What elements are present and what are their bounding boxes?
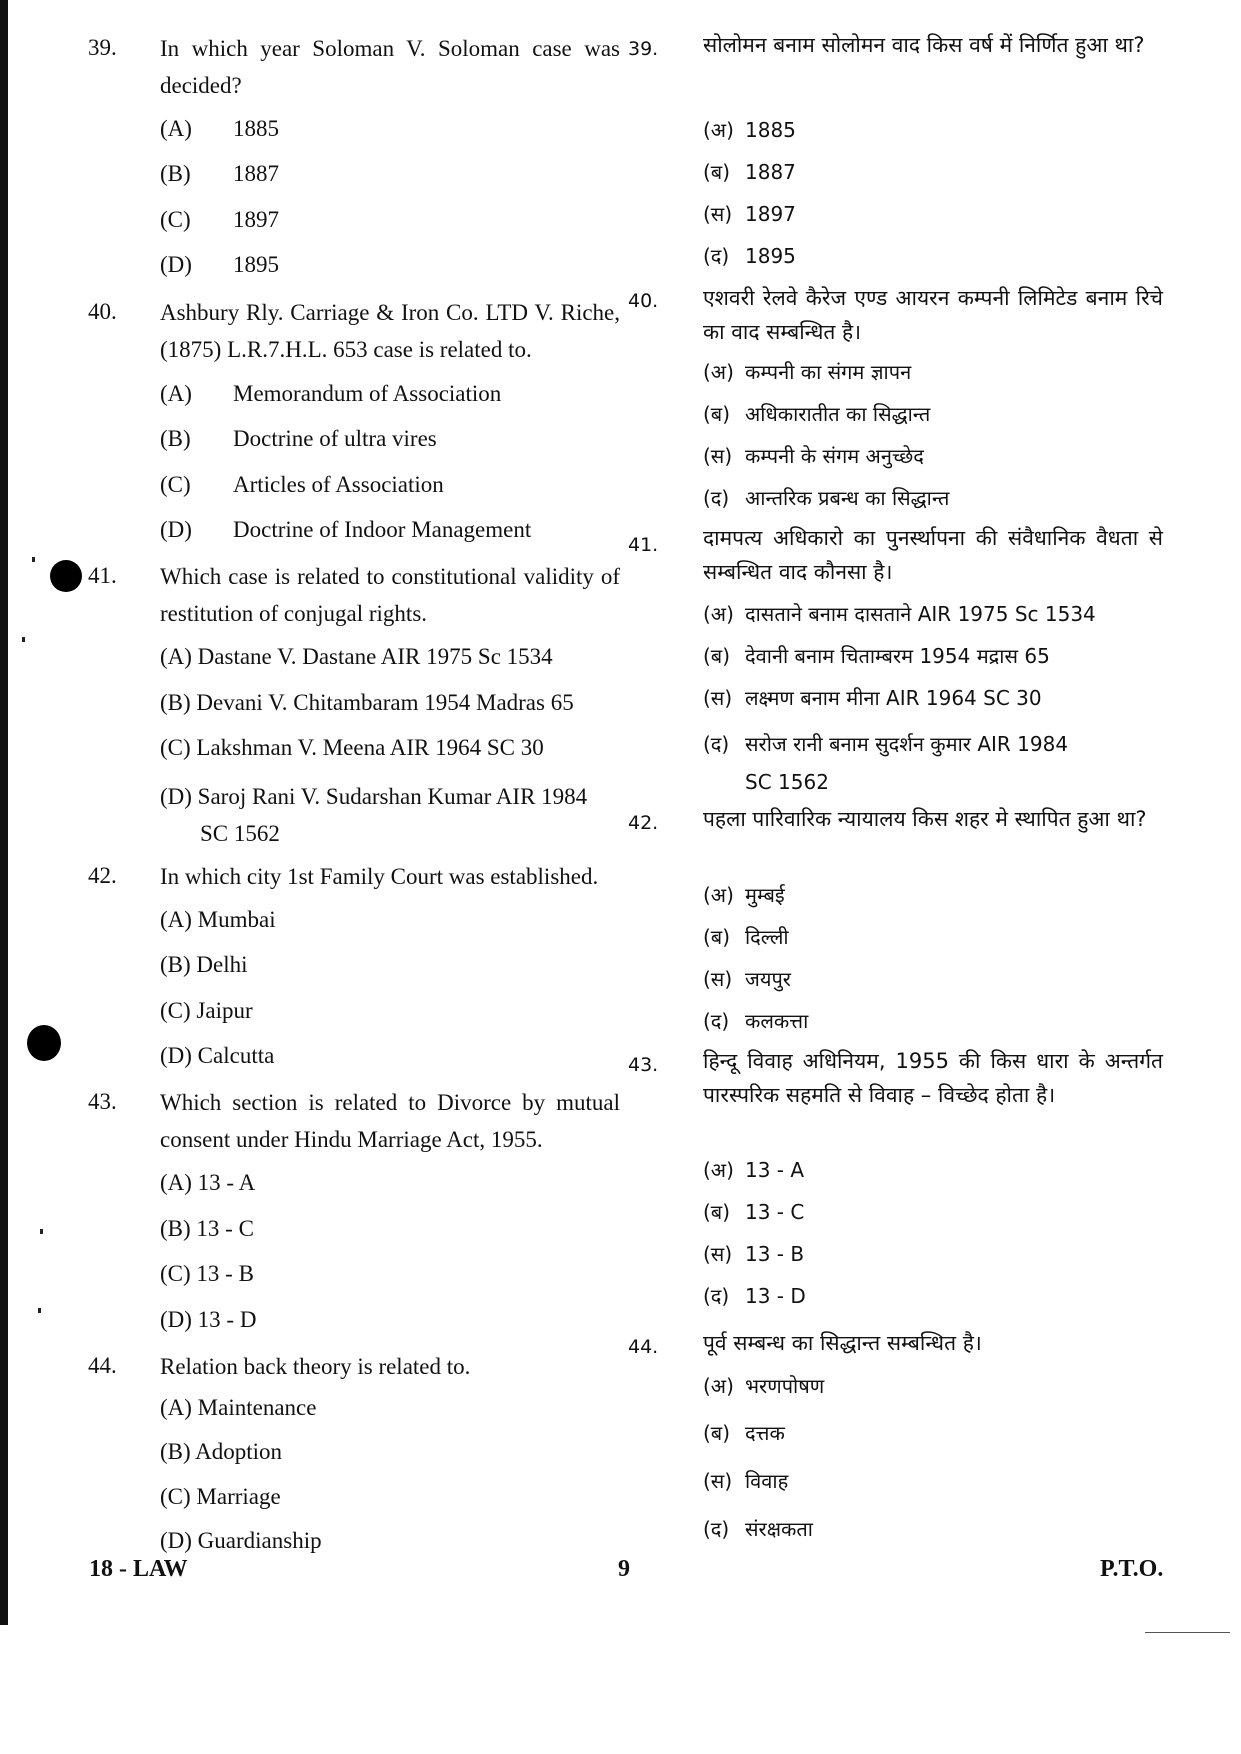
h43-option-a: (अ) 13 - A [703, 1158, 805, 1182]
q41-option-b: (B) Devani V. Chitambaram 1954 Madras 65 [160, 690, 574, 715]
h42-option-b: (ब) दिल्ली [703, 925, 789, 949]
h40-number: 40. [628, 290, 659, 312]
q44-option-d: (D) Guardianship [160, 1528, 322, 1553]
speck [22, 637, 25, 642]
q39-number: 39. [88, 35, 117, 60]
q44-option-b: (B) Adoption [160, 1439, 283, 1464]
q42-text: In which city 1st Family Court was established. [160, 864, 599, 889]
q39-option-a: (A) 1885 [160, 116, 279, 141]
footer-pto: P.T.O. [1100, 1556, 1164, 1582]
h44-option-b: (ब) दत्तक [703, 1421, 785, 1445]
q42-option-a: (A) Mumbai [160, 907, 276, 932]
q40-option-b: (B) Doctrine of ultra vires [160, 426, 437, 451]
h41-option-c: (स) लक्ष्मण बनाम मीना AIR 1964 SC 30 [703, 686, 1042, 710]
q41-text: Which case is related to constitutional validity of restitution of conjugal rights. [160, 564, 620, 626]
speck [38, 1308, 41, 1313]
h41-option-d: (द) सरोज रानी बनाम सुदर्शन कुमार AIR 1984 SC 1562 [703, 732, 1069, 794]
h42-option-c: (स) जयपुर [703, 967, 791, 991]
footer-paper-code: 18 - LAW [89, 1556, 188, 1582]
h44-option-a: (अ) भरणपोषण [703, 1374, 825, 1398]
q40-number: 40. [88, 299, 117, 324]
h40-option-b: (ब) अधिकारातीत का सिद्धान्त [703, 402, 931, 426]
h44-text: पूर्व सम्बन्ध का सिद्धान्त सम्बन्धित है। [703, 1331, 982, 1355]
q44-text: Relation back theory is related to. [160, 1354, 471, 1379]
q39-option-c: (C) 1897 [160, 207, 279, 232]
q43-option-a: (A) 13 - A [160, 1170, 256, 1195]
q42-number: 42. [88, 863, 117, 888]
q40-option-a: (A) Memorandum of Association [160, 381, 502, 406]
q39-option-d: (D) 1895 [160, 252, 279, 277]
q39-option-b: (B) 1887 [160, 161, 279, 186]
h39-option-c: (स) 1897 [703, 202, 796, 226]
h39-text: सोलोमन बनाम सोलोमन वाद किस वर्ष में निर्णित हुआ था? [703, 33, 1145, 57]
h43-option-b: (ब) 13 - C [703, 1200, 805, 1224]
q39-text: In which year Soloman V. Soloman case was decided? [160, 36, 620, 98]
q43-option-b: (B) 13 - C [160, 1216, 254, 1241]
q41-option-c: (C) Lakshman V. Meena AIR 1964 SC 30 [160, 735, 544, 760]
h40-option-d: (द) आन्तरिक प्रबन्ध का सिद्धान्त [703, 486, 950, 510]
q43-text: Which section is related to Divorce by mutual consent under Hindu Marriage Act, 1955. [160, 1090, 620, 1152]
h42-text: पहला पारिवारिक न्यायालय किस शहर मे स्थापित हुआ था? [703, 807, 1147, 831]
h41-option-b: (ब) देवानी बनाम चिताम्बरम 1954 मद्रास 65 [703, 644, 1050, 668]
h44-option-c: (स) विवाह [703, 1469, 789, 1493]
speck [40, 1229, 43, 1234]
h42-option-d: (द) कलकत्ता [703, 1009, 809, 1033]
footer-page-number: 9 [618, 1556, 630, 1582]
q40-option-c: (C) Articles of Association [160, 472, 444, 497]
q44-number: 44. [88, 1353, 117, 1378]
h39-number: 39. [628, 38, 659, 60]
h43-option-d: (द) 13 - D [703, 1284, 806, 1308]
h43-text: हिन्दू विवाह अधिनियम, 1955 की किस धारा के अन्तर्गत पारस्परिक सहमति से विवाह – विच्छेद होता है। [703, 1049, 1163, 1107]
h41-option-a: (अ) दासताने बनाम दासताने AIR 1975 Sc 1534 [703, 602, 1096, 626]
h40-option-a: (अ) कम्पनी का संगम ज्ञापन [703, 360, 912, 384]
h40-text: एशवरी रेलवे कैरेज एण्ड आयरन कम्पनी लिमिटेड बनाम रिचे का वाद सम्बन्धित है। [703, 286, 1163, 344]
h39-option-b: (ब) 1887 [703, 160, 796, 184]
q42-option-c: (C) Jaipur [160, 998, 253, 1023]
h39-option-d: (द) 1895 [703, 244, 796, 268]
h44-option-d: (द) संरक्षकता [703, 1517, 813, 1541]
q43-option-c: (C) 13 - B [160, 1261, 254, 1286]
q41-number: 41. [88, 563, 117, 588]
footer-rule [1145, 1632, 1230, 1633]
h42-number: 42. [628, 812, 659, 834]
punch-hole-top [50, 560, 82, 592]
q43-option-d: (D) 13 - D [160, 1307, 257, 1332]
q42-option-d: (D) Calcutta [160, 1043, 275, 1068]
q41-option-a: (A) Dastane V. Dastane AIR 1975 Sc 1534 [160, 644, 553, 669]
speck [32, 557, 35, 562]
q40-text: Ashbury Rly. Carriage & Iron Co. LTD V. Riche, (1875) L.R.7.H.L. 653 case is related to. [160, 300, 620, 362]
binding-edge [0, 0, 8, 1625]
q44-option-c: (C) Marriage [160, 1484, 281, 1509]
h40-option-c: (स) कम्पनी के संगम अनुच्छेद [703, 444, 924, 468]
q42-option-b: (B) Delhi [160, 952, 248, 977]
h41-number: 41. [628, 534, 659, 556]
q41-option-d: (D) Saroj Rani V. Sudarshan Kumar AIR 1984 SC 1562 [160, 784, 588, 846]
q43-number: 43. [88, 1089, 117, 1114]
h42-option-a: (अ) मुम्बई [703, 883, 785, 907]
q44-option-a: (A) Maintenance [160, 1395, 317, 1420]
h43-number: 43. [628, 1054, 659, 1076]
h41-text: दामपत्य अधिकारो का पुनर्स्थापना की संवैधानिक वैधता से सम्बन्धित वाद कौनसा है। [703, 526, 1163, 584]
h43-option-c: (स) 13 - B [703, 1242, 805, 1266]
h39-option-a: (अ) 1885 [703, 118, 796, 142]
punch-hole-bottom [27, 1025, 61, 1061]
q40-option-d: (D) Doctrine of Indoor Management [160, 517, 532, 542]
h44-number: 44. [628, 1336, 659, 1358]
